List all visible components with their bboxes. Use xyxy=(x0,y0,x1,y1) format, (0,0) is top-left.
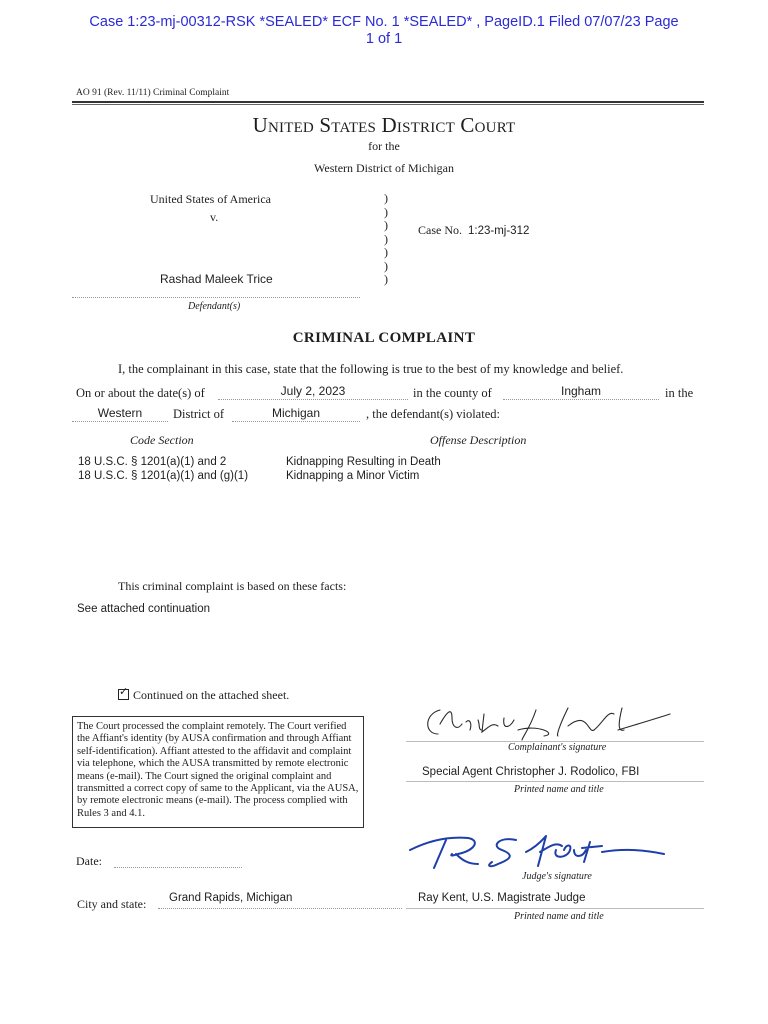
form-id: AO 91 (Rev. 11/11) Criminal Complaint xyxy=(76,88,230,98)
facts-label: This criminal complaint is based on these facts: xyxy=(118,579,347,593)
caption-parentheses: ) ) ) ) ) ) ) xyxy=(384,191,388,286)
county-label: in the county of xyxy=(413,386,492,400)
offense-district-line xyxy=(72,421,168,422)
plaintiff-name: United States of America xyxy=(150,192,271,206)
district-of-label: District of xyxy=(173,407,225,421)
ecf-header-line2: 1 of 1 xyxy=(365,31,403,47)
document-title: CRIMINAL COMPLAINT xyxy=(292,330,476,346)
judge-name-line xyxy=(406,908,704,909)
continued-sheet xyxy=(118,688,289,703)
in-the-label: in the xyxy=(665,386,694,400)
header-rule xyxy=(72,101,704,103)
case-no-label: Case No. xyxy=(418,223,462,237)
violation-description: Kidnapping a Minor Victim xyxy=(286,470,420,482)
for-the: for the xyxy=(368,139,400,153)
header-rule-thin xyxy=(72,104,704,105)
district-name: Western District of Michigan xyxy=(314,161,454,175)
violation-code: 18 U.S.C. § 1201(a)(1) and (g)(1) xyxy=(78,470,249,482)
continued-label: Continued on the attached sheet. xyxy=(133,688,290,702)
violation-code: 18 U.S.C. § 1201(a)(1) and 2 xyxy=(78,456,227,468)
complainant-signature xyxy=(418,700,672,742)
offense-state: Michigan xyxy=(271,406,321,420)
defendant-name: Rashad Maleek Trice xyxy=(160,272,273,286)
complainant-name: Special Agent Christopher J. Rodolico, FBI xyxy=(422,766,640,778)
printed-name-label-2: Printed name and title xyxy=(514,911,604,922)
complainant-statement: I, the complainant in this case, state that the following is true to the best of my knowledge and belief. xyxy=(118,362,624,376)
offense-state-line xyxy=(232,421,360,422)
code-section-header: Code Section xyxy=(130,433,194,447)
case-number xyxy=(418,223,529,238)
ecf-header xyxy=(0,14,768,48)
judge-name: Ray Kent, U.S. Magistrate Judge xyxy=(418,892,586,904)
offense-date-line xyxy=(218,399,408,400)
printed-name-label: Printed name and title xyxy=(514,784,604,795)
date-label: Date: xyxy=(76,854,102,868)
city-state-line xyxy=(158,908,402,909)
remote-processing-notice: The Court processed the complaint remotely. The Court verified the Affiant's identity (by AUSA confirmation and through Affiant self-identification). Affiant attested to the affidavit and complaint via telephone, which the AUSA transmitted by remote electronic means (e-mail). The Court signed the original complaint and transmitted a correct copy of same to the Applicant, via the AUSA, by remote electronic means (e-mail). The process complied with Rules 3 and 4.1. xyxy=(72,716,364,828)
offense-county: Ingham xyxy=(560,384,602,398)
facts-value: See attached continuation xyxy=(77,603,210,615)
date-line xyxy=(114,867,242,868)
city-state-label: City and state: xyxy=(77,897,147,911)
ecf-header-line1: Case 1:23-mj-00312-RSK *SEALED* ECF No. 1 *SEALED* , PageID.1 Filed 07/07/23 Page xyxy=(89,14,679,30)
complainant-signature-label: Complainant's signature xyxy=(508,742,607,753)
offense-district: Western xyxy=(97,406,143,420)
judge-signature xyxy=(406,828,668,874)
offense-description-header: Offense Description xyxy=(430,433,527,447)
on-or-about-label: On or about the date(s) of xyxy=(76,386,205,400)
defendant-line xyxy=(72,297,360,298)
city-state-value: Grand Rapids, Michigan xyxy=(169,892,293,904)
continued-checkbox[interactable] xyxy=(118,689,129,700)
offense-date: July 2, 2023 xyxy=(280,384,346,398)
defendant-label: Defendant(s) xyxy=(188,301,241,312)
case-no-value: 1:23-mj-312 xyxy=(468,225,530,237)
offense-county-line xyxy=(503,399,659,400)
violated-label: , the defendant(s) violated: xyxy=(366,407,500,421)
violation-description: Kidnapping Resulting in Death xyxy=(286,456,441,468)
court-name: United States District Court xyxy=(252,113,516,137)
judge-signature-label: Judge's signature xyxy=(522,871,592,882)
complainant-name-line xyxy=(406,781,704,782)
versus: v. xyxy=(210,210,219,224)
